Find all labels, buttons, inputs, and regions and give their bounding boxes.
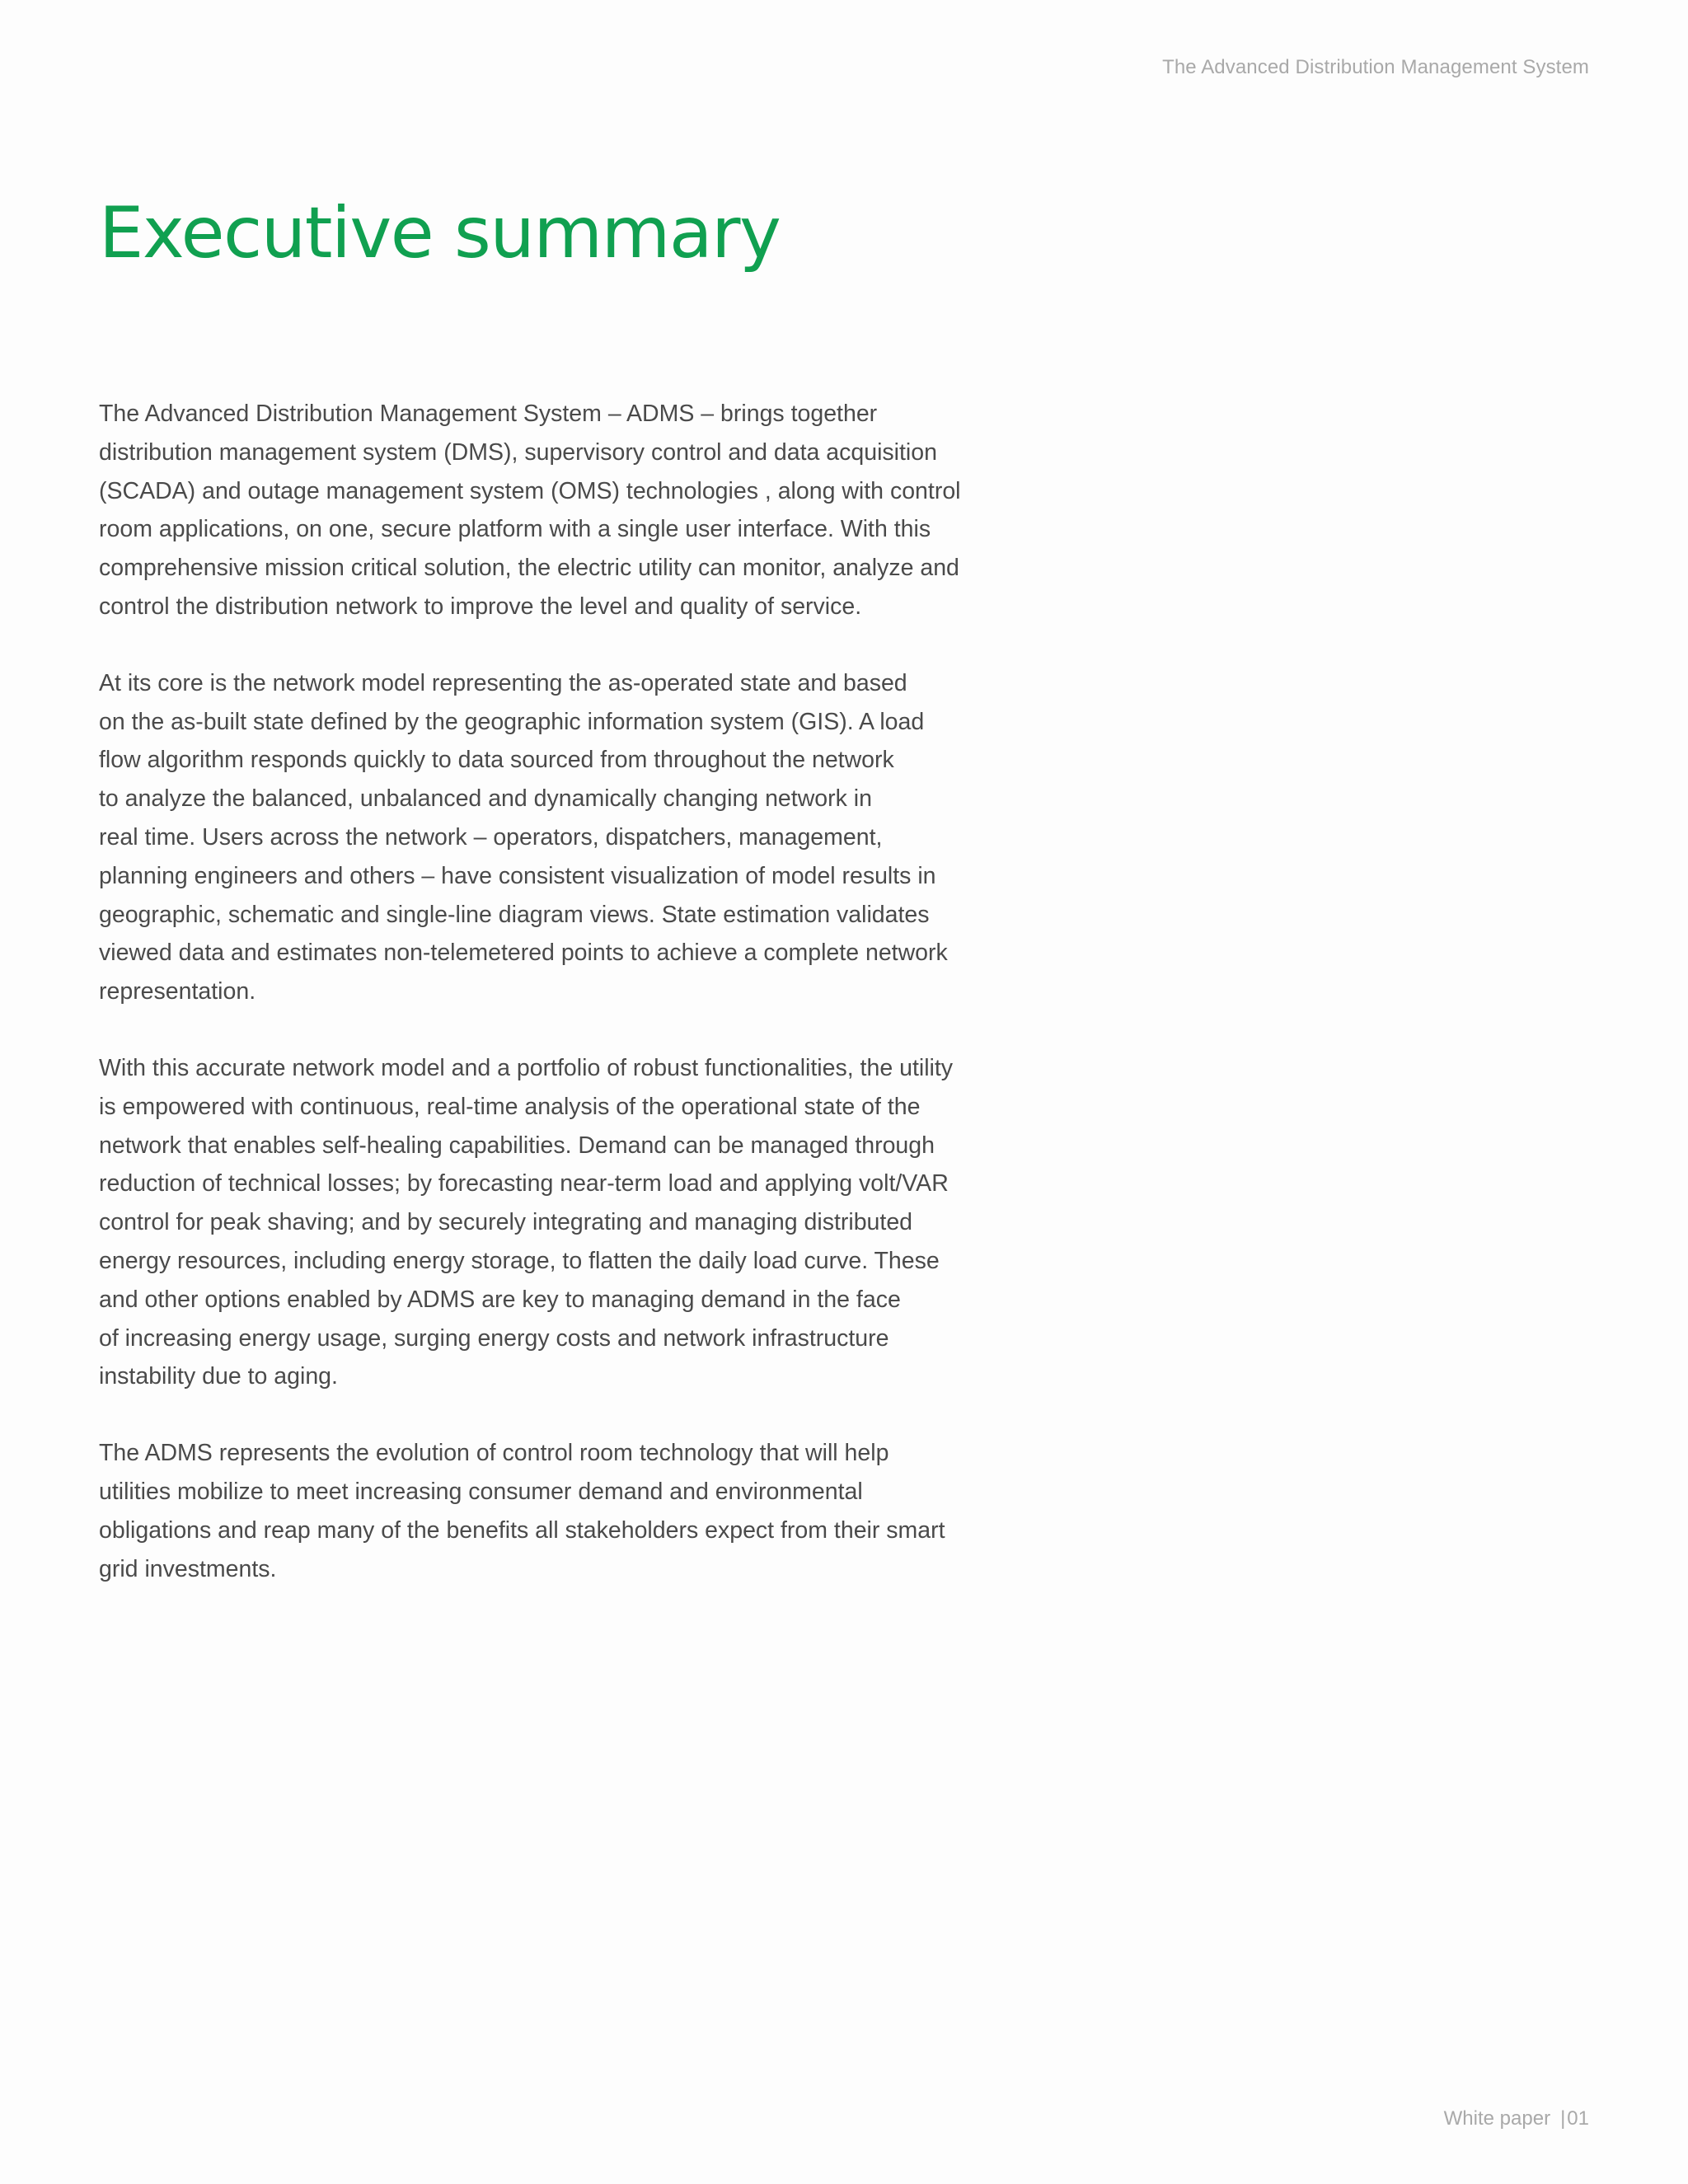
body-text — [99, 395, 989, 1626]
running-header-title: The Advanced Distribution Management System — [1162, 56, 1589, 78]
paragraph-4: The ADMS represents the evolution of control room technology that will help utilities mobilize to meet increasing consumer demand and environmental obligations and reap many of the benefits all stakeholders expect from their smart grid investments. — [99, 1440, 945, 1582]
footer-separator: | — [1560, 2107, 1566, 2130]
page-number: 01 — [1567, 2107, 1589, 2130]
paragraph-2: At its core is the network model representing the as-operated state and based on the as-built state defined by the geographic information system (GIS). A load flow algorithm responds quickly to data sourced from throughout the network to analyze the balanced, unbalanced and dynamically changing network in real time. Users across the network – operators, dispatchers, management, planning engineers and others – have consistent visualization of model results in geographic, schematic and single-line diagram views. State estimation validates viewed data and estimates non-telemetered points to achieve a complete network representation. — [99, 669, 948, 1005]
paragraph-3: With this accurate network model and a portfolio of robust functionalities, the utility is empowered with continuous, real-time analysis of the operational state of the network that enables self-healing capabilities. Demand can be managed through reduction of technical losses; by forecasting near-term load and applying volt/VAR control for peak shaving; and by securely integrating and managing distributed energy resources, including energy storage, to flatten the daily load curve. These and other options enabled by ADMS are key to managing demand in the face of increasing energy usage, surging energy costs and network infrastructure instability due to aging. — [99, 1054, 954, 1390]
page-title: Executive summary — [99, 192, 781, 274]
footer-doc-type: White paper — [1443, 2107, 1551, 2130]
paragraph-1: The Advanced Distribution Management System – ADMS – brings together distribution management system (DMS), supervisory control and data acquisition (SCADA) and outage management system (OMS) technologies , along with control room applications, on one, secure platform with a single user interface. With this comprehensive mission critical solution, the electric utility can monitor, analyze and control the distribution network to improve the level and quality of service. — [99, 401, 961, 620]
page-footer — [1444, 2107, 1589, 2130]
